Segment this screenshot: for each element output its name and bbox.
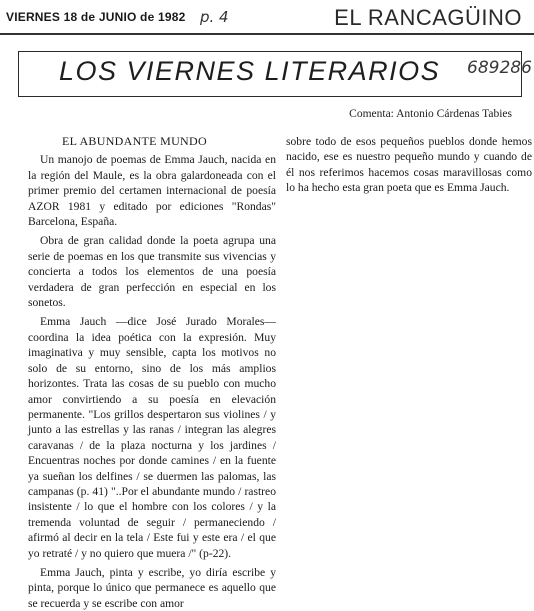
article-title: EL ABUNDANTE MUNDO bbox=[62, 134, 207, 148]
issue-date: VIERNES 18 de JUNIO de 1982 bbox=[6, 10, 186, 24]
section-title-box bbox=[18, 51, 532, 97]
header-rule bbox=[0, 33, 534, 35]
handwritten-page-mark: p. 4 bbox=[200, 8, 229, 26]
article-column-right bbox=[286, 134, 532, 196]
article-paragraph: Emma Jauch —dice José Jurado Morales— coordina la idea poética con la expresión. Muy imaginativa y muy sensible, capta los motivos no solo de su entorno, sino de los más amplios horizontes. Trata las cosas de su pueblo con mucho amor convirtiendo a su poesía en elevación permanente. "Los grillos despertaron sus violines / y junto a las estrellas y las ranas / integran las alegres caravanas / de la plaza nocturna y los jardines / Encuentras noches por donde camines / en la fuente ya sueñan los delfines / se duermen las palomas, las campanas (p. 41) "..Por el abundante mundo / rastreo insistente / lo que el hombre con los colores / y la tremenda voluntad de seguir / permaneciendo / afirmó al decir en la tela / Este fui y este era / el que yo retraté / y no quiero que muera /" (p-22). bbox=[28, 315, 276, 560]
section-title: LOS VIERNES LITERARIOS bbox=[59, 56, 441, 86]
article-byline: Comenta: Antonio Cárdenas Tabies bbox=[349, 108, 512, 120]
page-header bbox=[0, 0, 534, 34]
article-paragraph: Un manojo de poemas de Emma Jauch, nacida en la región del Maule, es la obra galardoneada con el primer premio del certamen internacional de poesía AZOR 1981 y editado por ediciones "Rondas" Barcelona, España. bbox=[28, 153, 276, 229]
handwritten-catalog-number: 689286 bbox=[467, 58, 532, 78]
article-paragraph: Obra de gran calidad donde la poeta agrupa una serie de poemas en los que transmite sus vivencias y concierta a todos los elementos de una poesía verdadera de gran perfección en especial en los sonetos. bbox=[28, 234, 276, 310]
newspaper-masthead: EL RANCAGÜINO bbox=[334, 5, 522, 30]
article-paragraph: Emma Jauch, pinta y escribe, yo diría escribe y pinta, porque lo único que permanece es aquello que se recuerda y se escribe con amor bbox=[28, 565, 276, 610]
article-paragraph: sobre todo de esos pequeños pueblos donde hemos nacido, ese es nuestro pequeño mundo y cuando de él nos referimos hacemos cosas maravillosas como lo ha hecho esta gran poeta que es Emma Jauch. bbox=[286, 135, 532, 195]
article-column-left bbox=[28, 134, 276, 611]
